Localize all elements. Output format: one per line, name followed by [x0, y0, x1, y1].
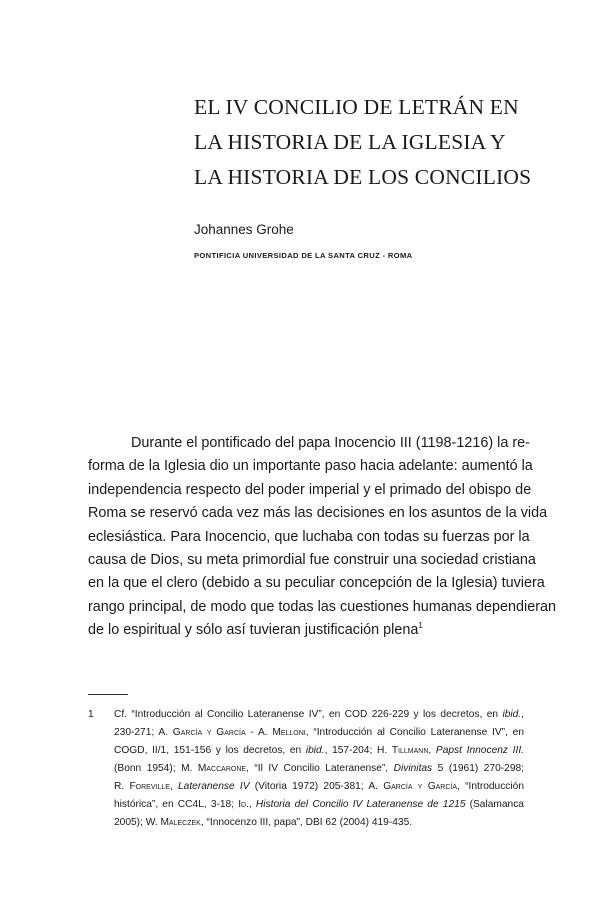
footnote-segment: ,: [169, 781, 178, 792]
author-name: Johannes Grohe: [194, 222, 294, 237]
footnote-separator: [88, 694, 128, 695]
footnote-segment: ,: [521, 709, 524, 720]
footnote-segment: (Bonn 1954); M.: [114, 763, 198, 774]
footnote-author: Id.: [238, 799, 249, 810]
author-affiliation: PONTIFICIA UNIVERSIDAD DE LA SANTA CRUZ - ROMA: [194, 251, 413, 260]
footnote-segment: 230-271; A.: [114, 727, 173, 738]
footnote-segment: 2005); W.: [114, 817, 161, 828]
article-title-line: LA HISTORIA DE LA IGLESIA Y: [194, 130, 506, 154]
article-title-line: LA HISTORIA DE LOS CONCILIOS: [194, 165, 532, 189]
body-line-text: de lo espiritual y sólo así tuvieran justificación plena: [88, 622, 419, 639]
footnote-segment: ,: [428, 745, 436, 756]
footnote-segment: ibid.: [305, 745, 325, 756]
footnote-segment: Divinitas: [393, 763, 433, 774]
footnote-segment: (Salamanca: [465, 799, 524, 810]
body-line: eclesiástica. Para Inocencio, que luchaba con todas su fuerzas por la: [88, 528, 530, 545]
footnote-segment: Lateranense IV: [178, 781, 250, 792]
footnote-segment: ,: [248, 799, 256, 810]
footnote-segment: (Vitoria 1972) 205-381; A.: [249, 781, 384, 792]
footnote-line: [114, 814, 524, 832]
footnote-segment: , 157-204; H.: [324, 745, 392, 756]
footnote-segment: - A.: [245, 727, 273, 738]
footnote-line: [114, 742, 524, 760]
footnote-author: Tillmann: [391, 745, 429, 756]
footnote-segment: R.: [114, 781, 130, 792]
footnote: [88, 706, 524, 832]
body-line: Roma se reservó cada vez más las decisiones en los asuntos de la vida: [88, 505, 548, 522]
footnote-segment: ibid.: [502, 709, 522, 720]
article-title-line: EL IV CONCILIO DE LETRÁN EN: [194, 95, 519, 119]
footnote-author: García y García: [383, 781, 458, 792]
footnote-line: [114, 796, 524, 814]
footnote-segment: histórica”, en CC4L, 3-18;: [114, 799, 239, 810]
footnote-segment: Cf. “Introducción al Concilio Lateranense IV”, en COD 226-229 y los decretos, en: [114, 709, 503, 720]
footnote-number: 1: [88, 709, 94, 720]
body-paragraph: [88, 432, 557, 643]
footnote-segment: COGD, II/1, 151-156 y los decretos, en: [114, 745, 306, 756]
footnote-text: [114, 706, 524, 832]
footnote-author: García y García: [172, 727, 246, 738]
body-line: en la que el clero (debido a su peculiar concepción de la Iglesia) tuviera: [88, 575, 545, 592]
body-line: [88, 619, 524, 642]
footnote-author: Maccarone: [197, 763, 247, 774]
footnote-author: Foreville: [129, 781, 170, 792]
footnote-segment: , “Introducción al Concilio Lateranense IV”, en: [305, 727, 524, 738]
body-line: causa de Dios, su meta primordial fue construir una sociedad cristiana: [88, 552, 536, 569]
footnote-author: Melloni: [272, 727, 306, 738]
footnote-segment: Papst Innocenz III.: [435, 745, 524, 756]
body-line: independencia respecto del poder imperial y el primado del obispo de: [88, 481, 532, 498]
footnote-segment: 5 (1961) 270-298;: [432, 763, 524, 774]
footnote-segment: Historia del Concilio IV Lateranense de 1215: [255, 799, 466, 810]
footnote-line: [114, 706, 524, 724]
footnote-segment: , “Innocenzo III, papa”, DBI 62 (2004) 419-435.: [200, 817, 413, 828]
footnote-segment: , “Introducción: [457, 781, 524, 792]
footnote-line: [114, 724, 524, 742]
body-line: Durante el pontificado del papa Inocencio III (1198-1216) la re-: [131, 435, 530, 451]
footnote-segment: , “Il IV Concilio Lateranense”,: [246, 763, 394, 774]
article-title: [194, 90, 574, 195]
footnote-line: [114, 760, 524, 778]
footnote-line: [114, 778, 524, 796]
body-line: forma de la Iglesia dio un importante paso hacia adelante: aumentó la: [88, 458, 533, 475]
body-line: rango principal, de modo que todas las cuestiones humanas dependieran: [88, 598, 557, 615]
footnote-reference[interactable]: 1: [418, 621, 423, 631]
footnote-author: Maleczek: [160, 817, 201, 828]
